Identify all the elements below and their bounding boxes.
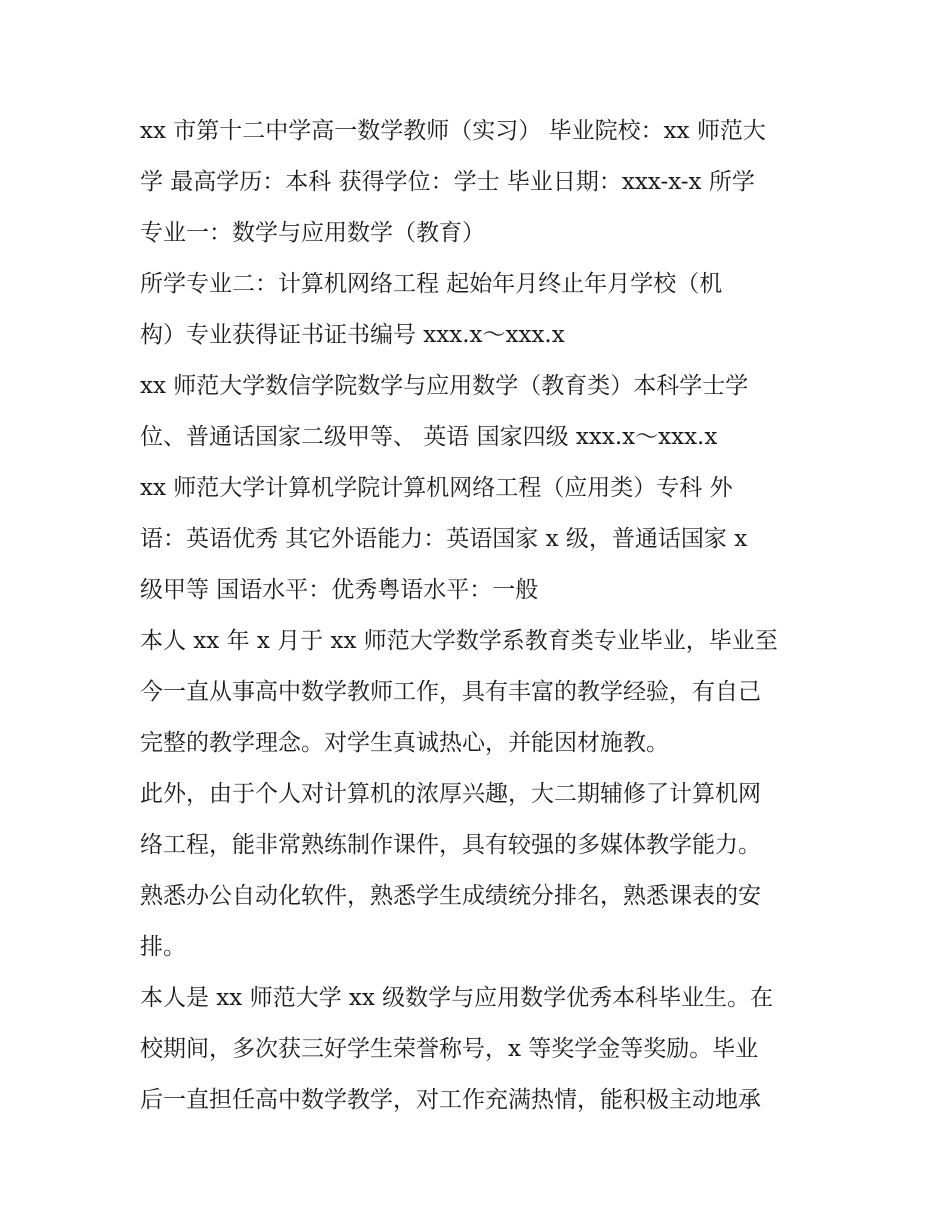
document-body	[140, 106, 820, 1126]
text-line: 后一直担任高中数学教学，对工作充满热情，能积极主动地承	[140, 1087, 761, 1113]
text-line: xx 师范大学数信学院数学与应用数学（教育类）本科学士学	[140, 373, 749, 399]
text-line: 学 最高学历：本科 获得学位：学士 毕业日期：xxx-x-x 所学	[140, 169, 755, 195]
text-line: 本人 xx 年 x 月于 xx 师范大学数学系教育类专业毕业，毕业至	[140, 628, 778, 654]
text-line: 络工程，能非常熟练制作课件，具有较强的多媒体教学能力。	[140, 832, 761, 858]
text-line: 本人是 xx 师范大学 xx 级数学与应用数学优秀本科毕业生。在	[140, 985, 774, 1011]
text-line: 排。	[140, 934, 186, 960]
text-line: xx 市第十二中学高一数学教师（实习） 毕业院校：xx 师范大	[140, 118, 766, 144]
text-line: 完整的教学理念。对学生真诚热心，并能因材施教。	[140, 730, 669, 756]
text-line: 位、普通话国家二级甲等、 英语 国家四级 xxx.x～xxx.x	[140, 424, 718, 450]
text-line: 今一直从事高中数学教师工作，具有丰富的教学经验，有自己	[140, 679, 761, 705]
text-line: 级甲等 国语水平：优秀粤语水平：一般	[140, 577, 539, 603]
text-line: 专业一：数学与应用数学（教育）	[140, 220, 485, 246]
text-line: 构）专业获得证书证书编号 xxx.x～xxx.x	[140, 322, 565, 348]
text-line: 校期间，多次获三好学生荣誉称号，x 等奖学金等奖励。毕业	[140, 1036, 759, 1062]
text-line: 语：英语优秀 其它外语能力：英语国家 x 级，普通话国家 x	[140, 526, 748, 552]
text-line: xx 师范大学计算机学院计算机网络工程（应用类）专科 外	[140, 475, 733, 501]
text-line: 熟悉办公自动化软件，熟悉学生成绩统分排名，熟悉课表的安	[140, 883, 761, 909]
text-line: 此外，由于个人对计算机的浓厚兴趣，大二期辅修了计算机网	[140, 781, 761, 807]
text-line: 所学专业二：计算机网络工程 起始年月终止年月学校（机	[140, 271, 723, 297]
